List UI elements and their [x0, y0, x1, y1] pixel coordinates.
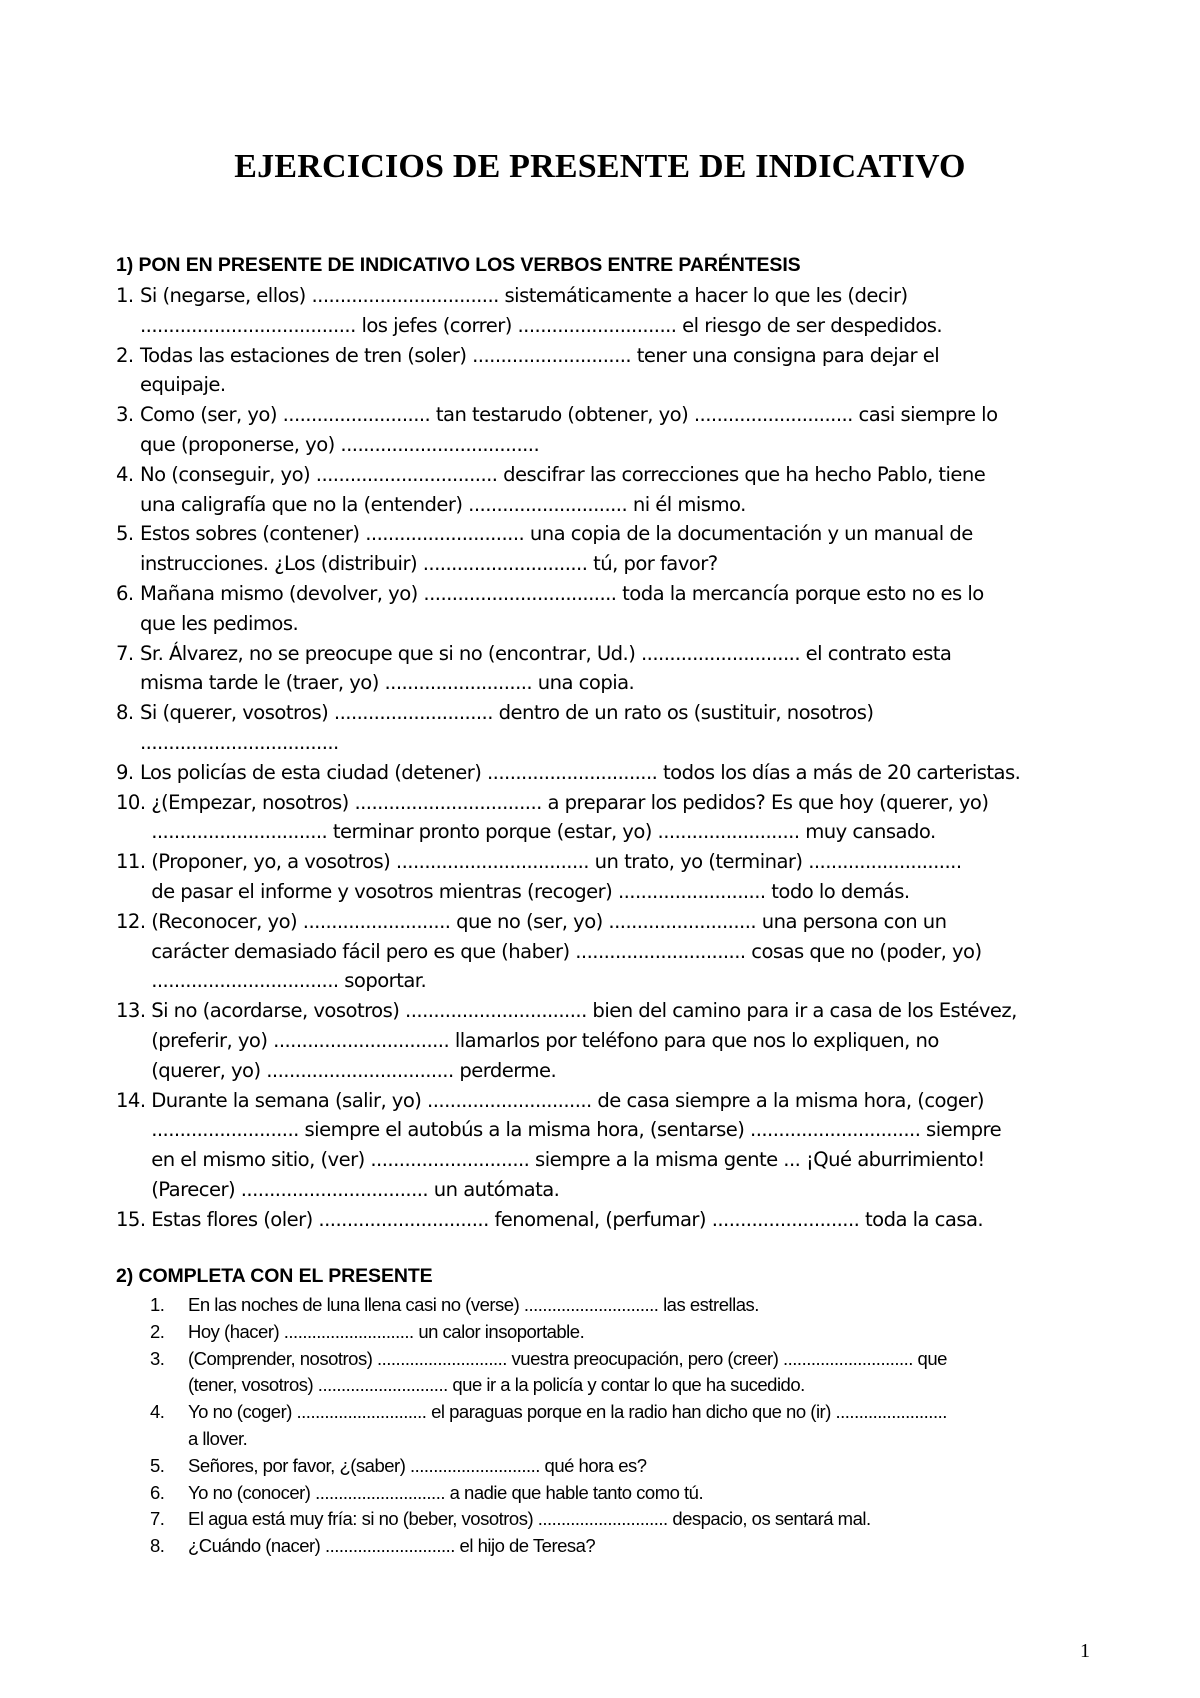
exercise-number: 5.	[150, 1454, 165, 1476]
exercise-line: Yo no (conocer) ............................ a nadie que hable tanto como tú.	[188, 1481, 704, 1503]
exercise-line: ¿Cuándo (nacer) ............................ el hijo de Teresa?	[188, 1535, 596, 1557]
exercise-line: ................................. soportar.	[151, 969, 427, 993]
page-number: 1	[1080, 1640, 1090, 1662]
exercise-line: Hoy (hacer) ............................ un calor insoportable.	[188, 1320, 585, 1342]
exercise-line: en el mismo sitio, (ver) ............................ siempre a la misma gente ... ¡Qué aburrimiento!	[151, 1148, 985, 1172]
exercise-item	[150, 1453, 1100, 1480]
exercise-number: 3.	[150, 1347, 165, 1369]
exercise-item	[116, 460, 1116, 520]
exercise-item	[116, 788, 1116, 848]
exercise-number: 1.	[150, 1294, 165, 1315]
page-title: EJERCICIOS DE PRESENTE DE INDICATIVO	[234, 148, 966, 185]
exercise-line: Sr. Álvarez, no se preocupe que si no (encontrar, Ud.) ............................ el contrato esta	[140, 641, 952, 665]
exercise-line: (Proponer, yo, a vosotros) .................................. un trato, yo (terminar) ...........................	[151, 850, 962, 874]
exercise-line: .......................... siempre el autobús a la misma hora, (sentarse) .............................. siempre	[151, 1118, 1002, 1142]
exercise-number: 7.	[116, 641, 140, 665]
exercise-line: (tener, vosotros) ............................ que ir a la policía y contar lo que ha sucedido.	[188, 1374, 805, 1396]
section-2-heading: 2) COMPLETA CON EL PRESENTE	[116, 1265, 433, 1287]
exercise-line: a llover.	[188, 1427, 248, 1449]
exercise-item	[116, 400, 1116, 460]
exercise-line: ...................................... los jefes (correr) ............................ el riesgo de ser despedidos.	[140, 313, 943, 337]
exercise-number: 9.	[116, 760, 140, 784]
exercise-line: Todas las estaciones de tren (soler) ............................ tener una consigna para dejar el	[140, 343, 940, 367]
exercise-item	[150, 1506, 1100, 1533]
exercise-line: instrucciones. ¿Los (distribuir) ............................. tú, por favor?	[140, 552, 718, 576]
exercise-line: equipaje.	[140, 373, 226, 397]
exercise-number: 1.	[116, 284, 140, 307]
exercise-line: No (conseguir, yo) ................................ descifrar las correcciones que ha hecho Pablo, tiene	[140, 462, 986, 486]
exercise-line: (Parecer) ................................. un autómata.	[151, 1177, 560, 1201]
exercise-item	[150, 1480, 1100, 1507]
exercise-line: Mañana mismo (devolver, yo) .................................. toda la mercancía porque esto no es lo	[140, 581, 984, 605]
exercise-item	[150, 1319, 1100, 1346]
exercise-number: 6.	[116, 581, 140, 605]
exercise-line: Si no (acordarse, vosotros) ................................ bien del camino para ir a casa de los Estévez,	[151, 999, 1017, 1023]
exercise-number: 7.	[150, 1508, 165, 1530]
exercise-item	[116, 1086, 1116, 1205]
exercise-line: una caligrafía que no la (entender) ............................ ni él mismo.	[140, 492, 746, 516]
exercise-item	[116, 907, 1116, 996]
exercise-number: 8.	[116, 701, 140, 725]
exercise-line: Si (querer, vosotros) ............................ dentro de un rato os (sustituir, nosotros)	[140, 701, 874, 725]
exercise-line: ...................................	[140, 730, 339, 754]
exercise-number: 15.	[116, 1207, 152, 1231]
exercise-line: carácter demasiado fácil pero es que (haber) .............................. cosas que no (poder, yo)	[151, 939, 982, 963]
exercise-line: (preferir, yo) ............................... llamarlos por teléfono para que nos lo expliquen, no	[151, 1028, 939, 1052]
exercise-line: que (proponerse, yo) ...................................	[140, 432, 540, 456]
exercise-number: 13.	[116, 999, 152, 1023]
exercise-item	[116, 758, 1116, 788]
exercise-item	[116, 698, 1116, 758]
exercise-line: (querer, yo) ................................. perderme.	[151, 1058, 557, 1082]
exercise-item	[116, 579, 1116, 639]
exercise-line: (Comprender, nosotros) ............................ vuestra preocupación, pero (creer) ............................ que	[188, 1347, 947, 1369]
exercise-item	[116, 341, 1116, 401]
exercise-line: Como (ser, yo) .......................... tan testarudo (obtener, yo) ............................ casi siempre lo	[140, 403, 998, 427]
section-2-exercises	[150, 1292, 1100, 1560]
exercise-number: 2.	[150, 1320, 165, 1342]
exercise-item	[116, 847, 1116, 907]
exercise-number: 4.	[150, 1401, 165, 1423]
exercise-item	[116, 1205, 1116, 1235]
exercise-number: 8.	[150, 1535, 165, 1557]
exercise-number: 2.	[116, 343, 140, 367]
exercise-line: ............................... terminar pronto porque (estar, yo) ......................... muy cansado.	[151, 820, 936, 844]
exercise-item	[150, 1533, 1100, 1560]
exercise-line: ¿(Empezar, nosotros) ................................. a preparar los pedidos? Es que hoy (querer, yo)	[151, 790, 989, 814]
exercise-item	[150, 1346, 1100, 1400]
exercise-line: (Reconocer, yo) .......................... que no (ser, yo) .......................... una persona con un	[151, 909, 947, 933]
exercise-number: 10.	[116, 790, 152, 814]
exercise-line: Señores, por favor, ¿(saber) ............................ qué hora es?	[188, 1454, 647, 1476]
exercise-item	[116, 519, 1116, 579]
exercise-number: 5.	[116, 522, 140, 546]
section-1-exercises	[116, 281, 1116, 1235]
section-1-heading: 1) PON EN PRESENTE DE INDICATIVO LOS VERBOS ENTRE PARÉNTESIS	[116, 254, 801, 276]
exercise-line: Los policías de esta ciudad (detener) .............................. todos los días a más de 20 carteristas.	[140, 760, 1021, 784]
exercise-number: 12.	[116, 909, 152, 933]
exercise-line: Estas flores (oler) .............................. fenomenal, (perfumar) .......................... toda la casa.	[151, 1207, 984, 1231]
exercise-number: 11.	[116, 850, 152, 874]
exercise-line: Si (negarse, ellos) ................................. sistemáticamente a hacer lo que les (decir)	[140, 284, 908, 307]
exercise-line: En las noches de luna llena casi no (verse) ............................. las estrellas.	[188, 1294, 759, 1315]
exercise-item	[150, 1292, 1100, 1319]
exercise-item	[116, 996, 1116, 1085]
exercise-line: Durante la semana (salir, yo) ............................. de casa siempre a la misma hora, (coger)	[151, 1088, 984, 1112]
exercise-line: El agua está muy fría: si no (beber, vosotros) ............................ despacio, os sentará mal.	[188, 1508, 871, 1530]
exercise-line: misma tarde le (traer, yo) .......................... una copia.	[140, 671, 635, 695]
exercise-number: 14.	[116, 1088, 152, 1112]
exercise-line: Estos sobres (contener) ............................ una copia de la documentación y un manual de	[140, 522, 973, 546]
exercise-line: de pasar el informe y vosotros mientras (recoger) .......................... todo lo demás.	[151, 879, 910, 903]
exercise-item	[116, 281, 1116, 341]
exercise-number: 6.	[150, 1481, 165, 1503]
exercise-item	[116, 639, 1116, 699]
exercise-line: Yo no (coger) ............................ el paraguas porque en la radio han dicho que no (ir) ........................	[188, 1401, 947, 1423]
exercise-line: que les pedimos.	[140, 611, 299, 635]
exercise-number: 3.	[116, 403, 140, 427]
exercise-item	[150, 1399, 1100, 1453]
exercise-number: 4.	[116, 462, 140, 486]
